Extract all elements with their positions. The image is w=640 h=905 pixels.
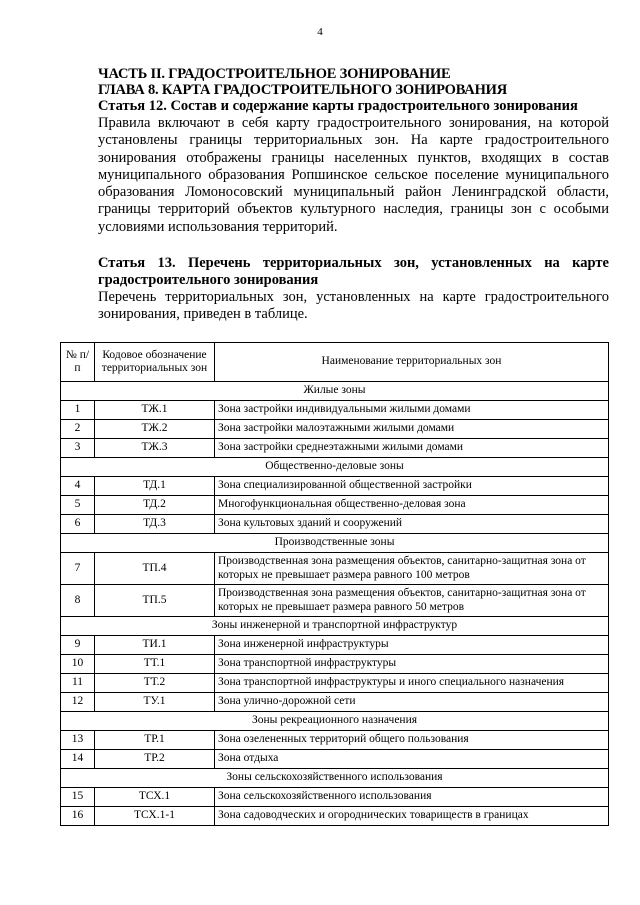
zone-name: Зона улично-дорожной сети (215, 693, 609, 712)
header-code: Кодовое обозначение территориальных зон (95, 343, 215, 382)
zone-code: ТСХ.1-1 (95, 807, 215, 826)
zone-code: ТЖ.2 (95, 420, 215, 439)
zone-number: 16 (61, 807, 95, 826)
zone-name: Зона застройки среднеэтажными жилыми домами (215, 439, 609, 458)
zone-name: Зона застройки малоэтажными жилыми домами (215, 420, 609, 439)
zone-name: Зона застройки индивидуальными жилыми домами (215, 401, 609, 420)
zone-code: ТИ.1 (95, 636, 215, 655)
header-name: Наименование территориальных зон (215, 343, 609, 382)
zone-number: 2 (61, 420, 95, 439)
page-number: 4 (317, 26, 323, 38)
table-row (61, 553, 609, 585)
zone-code: ТТ.1 (95, 655, 215, 674)
zone-name: Зона специализированной общественной застройки (215, 477, 609, 496)
zone-code: ТР.2 (95, 750, 215, 769)
zone-name: Многофункциональная общественно-деловая зона (215, 496, 609, 515)
zones-table (60, 342, 609, 826)
table-group-row (61, 382, 609, 401)
zone-name: Производственная зона размещения объектов, санитарно-защитная зона от которых не превышает размера равного 100 метров (215, 553, 609, 585)
header-num: № п/п (61, 343, 95, 382)
group-title: Общественно-деловые зоны (61, 458, 609, 477)
zone-code: ТД.1 (95, 477, 215, 496)
zone-number: 3 (61, 439, 95, 458)
table-row (61, 420, 609, 439)
article-13-title: Статья 13. Перечень территориальных зон, установленных на карте градостроительного зонирования (98, 255, 609, 289)
zone-name: Зона транспортной инфраструктуры (215, 655, 609, 674)
zone-number: 13 (61, 731, 95, 750)
zone-code: ТУ.1 (95, 693, 215, 712)
table-row (61, 750, 609, 769)
zone-code: ТР.1 (95, 731, 215, 750)
part-heading: ЧАСТЬ II. ГРАДОСТРОИТЕЛЬНОЕ ЗОНИРОВАНИЕ (98, 66, 451, 82)
zone-number: 6 (61, 515, 95, 534)
table-group-row (61, 617, 609, 636)
zone-number: 7 (61, 553, 95, 585)
zone-name: Зона озелененных территорий общего пользования (215, 731, 609, 750)
table-row (61, 636, 609, 655)
chapter-heading: ГЛАВА 8. КАРТА ГРАДОСТРОИТЕЛЬНОГО ЗОНИРОВАНИЯ (98, 82, 508, 98)
table-row (61, 674, 609, 693)
group-title: Зоны инженерной и транспортной инфраструктур (61, 617, 609, 636)
table-header-row (61, 343, 609, 382)
zone-code: ТЖ.1 (95, 401, 215, 420)
table-row (61, 585, 609, 617)
zone-number: 8 (61, 585, 95, 617)
table-row (61, 807, 609, 826)
group-title: Зоны сельскохозяйственного использования (61, 769, 609, 788)
table-group-row (61, 769, 609, 788)
zone-code: ТД.3 (95, 515, 215, 534)
zone-number: 15 (61, 788, 95, 807)
zones-table-body (61, 382, 609, 826)
table-row (61, 401, 609, 420)
group-title: Жилые зоны (61, 382, 609, 401)
table-group-row (61, 534, 609, 553)
zone-name: Зона инженерной инфраструктуры (215, 636, 609, 655)
zone-code: ТП.5 (95, 585, 215, 617)
table-row (61, 788, 609, 807)
zone-number: 12 (61, 693, 95, 712)
zone-code: ТД.2 (95, 496, 215, 515)
zone-number: 1 (61, 401, 95, 420)
zone-code: ТСХ.1 (95, 788, 215, 807)
table-row (61, 655, 609, 674)
table-row (61, 439, 609, 458)
table-row (61, 477, 609, 496)
zone-number: 9 (61, 636, 95, 655)
table-group-row (61, 712, 609, 731)
group-title: Зоны рекреационного назначения (61, 712, 609, 731)
article-13-text: Перечень территориальных зон, установленных на карте градостроительного зонирования, приведен в таблице. (98, 289, 609, 323)
group-title: Производственные зоны (61, 534, 609, 553)
zone-name: Зона отдыха (215, 750, 609, 769)
zone-name: Зона садоводческих и огороднических товариществ в границах (215, 807, 609, 826)
table-row (61, 731, 609, 750)
zone-code: ТТ.2 (95, 674, 215, 693)
zone-code: ТП.4 (95, 553, 215, 585)
document-body (98, 66, 609, 324)
zone-number: 11 (61, 674, 95, 693)
zone-name: Зона транспортной инфраструктуры и иного специального назначения (215, 674, 609, 693)
table-group-row (61, 458, 609, 477)
table-row (61, 496, 609, 515)
table-row (61, 693, 609, 712)
zone-name: Зона сельскохозяйственного использования (215, 788, 609, 807)
zone-number: 4 (61, 477, 95, 496)
article-12-title: Статья 12. Состав и содержание карты градостроительного зонирования (98, 98, 578, 114)
zone-name: Производственная зона размещения объектов, санитарно-защитная зона от которых не превышает размера равного 50 метров (215, 585, 609, 617)
zone-number: 14 (61, 750, 95, 769)
zone-number: 5 (61, 496, 95, 515)
article-12-text: Правила включают в себя карту градостроительного зонирования, на которой установлены границы территориальных зон. На карте градостроительного зонирования отображены границы населенных пунктов, входящих в состав муниципального образования Ропшинское сельское поселение муниципального образования Ломоносовский муниципальный район Ленинградской области, границы территорий объектов культурного наследия, границы зон с особыми условиями использования территорий. (98, 115, 609, 235)
zone-name: Зона культовых зданий и сооружений (215, 515, 609, 534)
zone-number: 10 (61, 655, 95, 674)
zone-code: ТЖ.3 (95, 439, 215, 458)
table-row (61, 515, 609, 534)
